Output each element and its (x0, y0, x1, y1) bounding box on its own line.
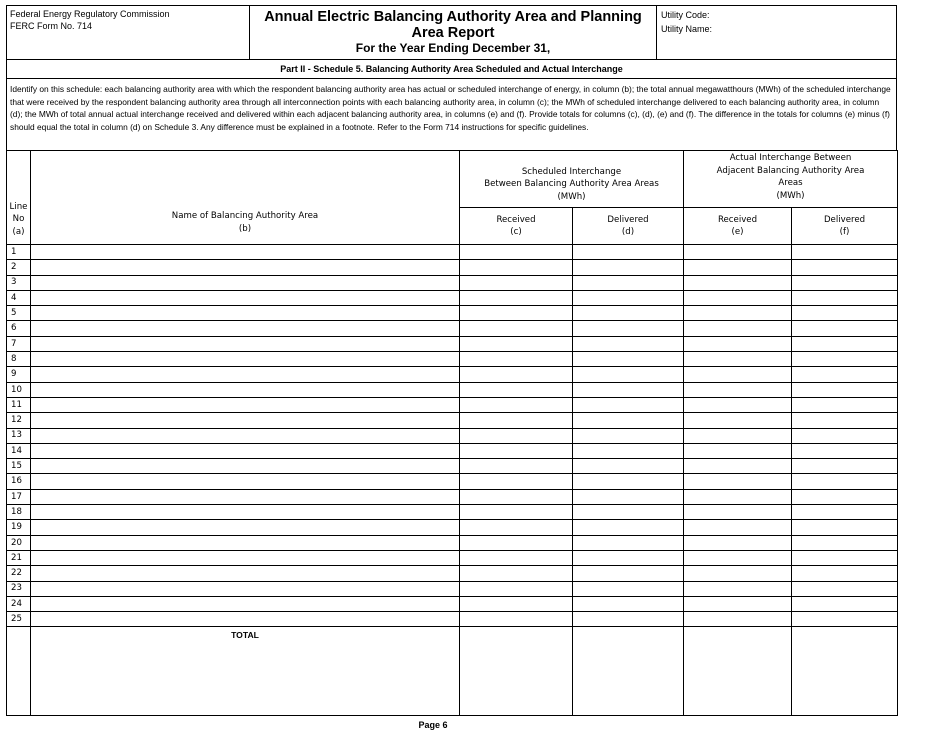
delivered-f-cell[interactable] (792, 535, 898, 550)
received-c-cell[interactable] (460, 306, 573, 321)
scheduled-header-l2: Between Balancing Authority Area Areas (484, 179, 659, 189)
delivered-d-cell[interactable] (573, 367, 684, 382)
received-e-cell[interactable] (684, 520, 792, 535)
line-number: 15 (7, 459, 31, 474)
delivered-f-cell[interactable] (792, 306, 898, 321)
received-e-header (684, 208, 792, 245)
agency-name: Federal Energy Regulatory Commission (10, 9, 170, 19)
delivered-f-cell[interactable] (792, 260, 898, 275)
line-number: 16 (7, 474, 31, 489)
delivered-d-cell[interactable] (573, 459, 684, 474)
received-c-cell[interactable] (460, 459, 573, 474)
actual-header-l3: Areas (778, 178, 803, 188)
table-row (7, 306, 898, 321)
instructions: Identify on this schedule: each balancing authority area with which the respondent balancing authority area has actual or scheduled interchange of energy, in column (b); the total annual megawatthours (MWh) of the scheduled interchange that were received by the respondent balancing authority area through all interconnection points with each balancing authority area, in column (c); the MWh of scheduled interchange delivered to each balancing authority area, in column (d); the MWh of total annual actual interchange received and delivered within each adjacent balancing authority area, in columns (e) and (f). Provide totals for columns (c), (d), (e) and (f). The difference in the totals for columns (e) minus (f) should equal the total in column (d) on Schedule 3. Any difference must be explained in a footnote. Refer to the Form 714 instructions for specific guidelines. (6, 79, 897, 150)
delivered-d-cell[interactable] (573, 260, 684, 275)
table-row (7, 245, 898, 260)
received-c-l1: Received (496, 214, 536, 225)
table-row (7, 321, 898, 336)
scheduled-header-l1: Scheduled Interchange (521, 166, 622, 177)
delivered-f-l2: (f) (839, 227, 850, 237)
name-cell[interactable] (31, 612, 460, 627)
delivered-f-cell[interactable] (792, 321, 898, 336)
name-cell[interactable] (31, 290, 460, 305)
delivered-d-cell[interactable] (573, 505, 684, 520)
received-e-cell[interactable] (684, 413, 792, 428)
delivered-d-cell[interactable] (573, 321, 684, 336)
delivered-d-cell[interactable] (573, 489, 684, 504)
name-cell[interactable] (31, 505, 460, 520)
received-e-cell[interactable] (684, 612, 792, 627)
total-line-no (7, 627, 31, 716)
name-cell[interactable] (31, 306, 460, 321)
received-c-cell[interactable] (460, 397, 573, 412)
delivered-f-cell[interactable] (792, 275, 898, 290)
received-c-cell[interactable] (460, 489, 573, 504)
name-cell[interactable] (31, 397, 460, 412)
agency-header (6, 5, 249, 59)
received-c-cell[interactable] (460, 260, 573, 275)
delivered-f-cell[interactable] (792, 520, 898, 535)
line-number: 11 (7, 397, 31, 412)
schedule-title: Part II - Schedule 5. Balancing Authority Area Scheduled and Actual Interchange (6, 59, 897, 79)
received-c-cell[interactable] (460, 275, 573, 290)
delivered-d-header (573, 208, 684, 245)
utility-info (656, 5, 897, 59)
name-cell[interactable] (31, 596, 460, 611)
line-number: 8 (7, 352, 31, 367)
received-c-cell[interactable] (460, 428, 573, 443)
total-delivered-f[interactable] (792, 627, 898, 716)
name-cell[interactable] (31, 428, 460, 443)
line-number: 4 (7, 290, 31, 305)
table-row (7, 474, 898, 489)
total-received-c[interactable] (460, 627, 573, 716)
delivered-f-cell[interactable] (792, 550, 898, 565)
received-c-cell[interactable] (460, 505, 573, 520)
table-row (7, 566, 898, 581)
received-e-cell[interactable] (684, 505, 792, 520)
name-cell[interactable] (31, 535, 460, 550)
delivered-f-cell[interactable] (792, 566, 898, 581)
delivered-d-cell[interactable] (573, 428, 684, 443)
received-c-cell[interactable] (460, 596, 573, 611)
line-number: 3 (7, 275, 31, 290)
line-number: 24 (7, 596, 31, 611)
delivered-f-cell[interactable] (792, 336, 898, 351)
delivered-d-cell[interactable] (573, 336, 684, 351)
received-e-cell[interactable] (684, 474, 792, 489)
received-e-cell[interactable] (684, 245, 792, 260)
delivered-f-cell[interactable] (792, 489, 898, 504)
delivered-f-cell[interactable] (792, 245, 898, 260)
table-row (7, 612, 898, 627)
name-cell[interactable] (31, 275, 460, 290)
name-cell[interactable] (31, 321, 460, 336)
delivered-f-cell[interactable] (792, 352, 898, 367)
actual-header-l1: Actual Interchange Between (729, 153, 852, 163)
total-label: TOTAL (31, 627, 460, 716)
name-cell[interactable] (31, 443, 460, 458)
received-e-cell[interactable] (684, 581, 792, 596)
line-number: 1 (7, 245, 31, 260)
received-e-cell[interactable] (684, 459, 792, 474)
received-c-l2: (c) (510, 227, 522, 237)
line-number: 22 (7, 566, 31, 581)
delivered-d-cell[interactable] (573, 581, 684, 596)
total-received-e[interactable] (684, 627, 792, 716)
table-row (7, 260, 898, 275)
line-number: 9 (7, 367, 31, 382)
delivered-f-header (792, 208, 898, 245)
delivered-d-cell[interactable] (573, 275, 684, 290)
table-row (7, 367, 898, 382)
name-cell[interactable] (31, 245, 460, 260)
table-row (7, 443, 898, 458)
delivered-f-cell[interactable] (792, 413, 898, 428)
name-cell[interactable] (31, 336, 460, 351)
received-e-cell[interactable] (684, 550, 792, 565)
scheduled-interchange-header (460, 151, 684, 208)
received-e-cell[interactable] (684, 306, 792, 321)
name-cell[interactable] (31, 260, 460, 275)
line-no-header-l2: No (12, 214, 25, 224)
report-title-block (249, 5, 656, 59)
table-row (7, 336, 898, 351)
delivered-f-cell[interactable] (792, 474, 898, 489)
delivered-f-cell[interactable] (792, 505, 898, 520)
line-number: 14 (7, 443, 31, 458)
line-no-header-l3: (a) (12, 226, 25, 237)
delivered-f-cell[interactable] (792, 459, 898, 474)
line-no-header-l1: Line (9, 201, 28, 212)
received-c-cell[interactable] (460, 290, 573, 305)
name-cell[interactable] (31, 489, 460, 504)
line-number: 17 (7, 489, 31, 504)
received-e-cell[interactable] (684, 321, 792, 336)
received-c-cell[interactable] (460, 352, 573, 367)
delivered-d-l1: Delivered (607, 214, 649, 225)
received-e-cell[interactable] (684, 336, 792, 351)
received-e-cell[interactable] (684, 260, 792, 275)
table-row (7, 352, 898, 367)
table-row (7, 596, 898, 611)
form-number: FERC Form No. 714 (10, 21, 93, 31)
received-c-header (460, 208, 573, 245)
actual-header-l4: (MWh) (776, 190, 805, 201)
delivered-d-cell[interactable] (573, 596, 684, 611)
received-e-cell[interactable] (684, 367, 792, 382)
delivered-d-cell[interactable] (573, 612, 684, 627)
line-no-header (7, 151, 31, 245)
table-row (7, 550, 898, 565)
name-header-l1: Name of Balancing Authority Area (171, 211, 319, 221)
delivered-f-cell[interactable] (792, 382, 898, 397)
table-row (7, 535, 898, 550)
delivered-f-cell[interactable] (792, 290, 898, 305)
name-cell[interactable] (31, 520, 460, 535)
line-number: 18 (7, 505, 31, 520)
received-e-cell[interactable] (684, 428, 792, 443)
table-row (7, 459, 898, 474)
table-row (7, 275, 898, 290)
line-number: 21 (7, 550, 31, 565)
received-c-cell[interactable] (460, 520, 573, 535)
page-number: Page 6 (418, 720, 448, 730)
delivered-d-cell[interactable] (573, 397, 684, 412)
line-number: 25 (7, 612, 31, 627)
delivered-d-cell[interactable] (573, 382, 684, 397)
delivered-d-cell[interactable] (573, 443, 684, 458)
name-cell[interactable] (31, 382, 460, 397)
received-e-cell[interactable] (684, 443, 792, 458)
table-row (7, 382, 898, 397)
delivered-d-cell[interactable] (573, 290, 684, 305)
received-e-l1: Received (717, 214, 758, 225)
delivered-d-cell[interactable] (573, 535, 684, 550)
received-e-cell[interactable] (684, 489, 792, 504)
received-e-cell[interactable] (684, 397, 792, 412)
delivered-f-cell[interactable] (792, 596, 898, 611)
line-number: 10 (7, 382, 31, 397)
report-year: For the Year Ending December 31, (355, 41, 551, 55)
received-c-cell[interactable] (460, 535, 573, 550)
line-number: 13 (7, 428, 31, 443)
delivered-f-cell[interactable] (792, 367, 898, 382)
received-c-cell[interactable] (460, 413, 573, 428)
received-e-cell[interactable] (684, 596, 792, 611)
line-number: 5 (7, 306, 31, 321)
received-c-cell[interactable] (460, 321, 573, 336)
received-e-cell[interactable] (684, 535, 792, 550)
name-cell[interactable] (31, 352, 460, 367)
name-cell[interactable] (31, 550, 460, 565)
name-header (31, 151, 460, 245)
line-number: 20 (7, 535, 31, 550)
scheduled-header-l3: (MWh) (557, 191, 586, 202)
delivered-d-cell[interactable] (573, 413, 684, 428)
delivered-f-cell[interactable] (792, 581, 898, 596)
delivered-f-cell[interactable] (792, 428, 898, 443)
received-c-cell[interactable] (460, 336, 573, 351)
name-cell[interactable] (31, 459, 460, 474)
line-number: 12 (7, 413, 31, 428)
table-row (7, 397, 898, 412)
delivered-d-cell[interactable] (573, 550, 684, 565)
received-c-cell[interactable] (460, 443, 573, 458)
report-title: Annual Electric Balancing Authority Area and Planning Area Report (264, 9, 642, 41)
name-cell[interactable] (31, 367, 460, 382)
received-c-cell[interactable] (460, 566, 573, 581)
delivered-d-cell[interactable] (573, 245, 684, 260)
received-c-cell[interactable] (460, 367, 573, 382)
received-e-l2: (e) (731, 227, 744, 237)
line-number: 7 (7, 336, 31, 351)
table-row (7, 290, 898, 305)
table-row (7, 413, 898, 428)
line-number: 2 (7, 260, 31, 275)
line-number: 23 (7, 581, 31, 596)
received-e-cell[interactable] (684, 352, 792, 367)
delivered-d-cell[interactable] (573, 306, 684, 321)
received-c-cell[interactable] (460, 550, 573, 565)
utility-code-label: Utility Code: (661, 10, 710, 20)
delivered-d-cell[interactable] (573, 520, 684, 535)
received-e-cell[interactable] (684, 566, 792, 581)
actual-header-l2: Adjacent Balancing Authority Area (716, 165, 865, 176)
received-c-cell[interactable] (460, 581, 573, 596)
delivered-f-cell[interactable] (792, 443, 898, 458)
delivered-d-cell[interactable] (573, 566, 684, 581)
table-row (7, 505, 898, 520)
table-row (7, 520, 898, 535)
total-delivered-d[interactable] (573, 627, 684, 716)
received-e-cell[interactable] (684, 290, 792, 305)
delivered-f-cell[interactable] (792, 612, 898, 627)
delivered-f-cell[interactable] (792, 397, 898, 412)
delivered-d-l2: (d) (621, 227, 635, 237)
actual-interchange-header (684, 151, 898, 208)
delivered-d-cell[interactable] (573, 352, 684, 367)
name-cell[interactable] (31, 566, 460, 581)
delivered-d-cell[interactable] (573, 474, 684, 489)
name-cell[interactable] (31, 581, 460, 596)
line-number: 19 (7, 520, 31, 535)
table-row (7, 489, 898, 504)
line-number: 6 (7, 321, 31, 336)
name-header-l2: (b) (238, 223, 252, 234)
interchange-table (6, 150, 898, 716)
name-cell[interactable] (31, 474, 460, 489)
received-c-cell[interactable] (460, 612, 573, 627)
received-c-cell[interactable] (460, 474, 573, 489)
received-e-cell[interactable] (684, 382, 792, 397)
utility-name-label: Utility Name: (661, 24, 713, 34)
received-c-cell[interactable] (460, 382, 573, 397)
table-row (7, 581, 898, 596)
received-c-cell[interactable] (460, 245, 573, 260)
table-row (7, 428, 898, 443)
delivered-f-l1: Delivered (823, 214, 866, 225)
name-cell[interactable] (31, 413, 460, 428)
received-e-cell[interactable] (684, 275, 792, 290)
